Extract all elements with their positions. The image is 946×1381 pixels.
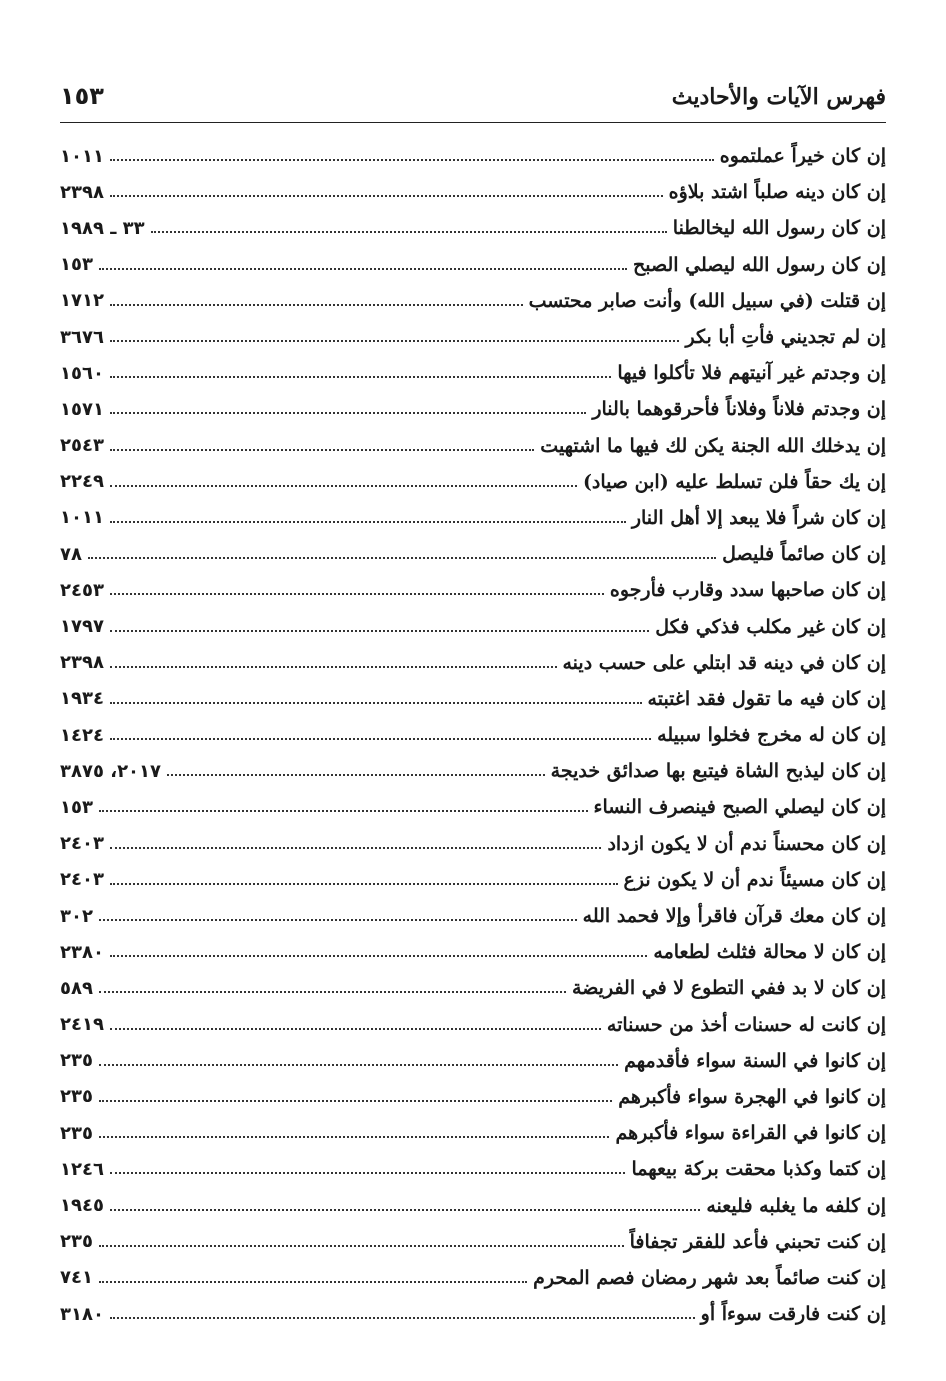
dot-leader — [99, 1245, 624, 1247]
index-entry — [60, 1187, 886, 1223]
dot-leader — [151, 231, 667, 233]
dot-leader — [110, 376, 611, 378]
entry-reference-number: ٣١٨٠ — [60, 1303, 104, 1325]
dot-leader — [110, 702, 642, 704]
index-entry — [60, 753, 886, 789]
entry-text: إن كانوا في القراءة سواء فأكبرهم — [615, 1122, 886, 1145]
entry-text: إن وجدتم فلاناً وفلاناً فأحرقوهما بالنار — [592, 398, 886, 421]
index-entry — [60, 934, 886, 970]
dot-leader — [110, 1172, 625, 1174]
index-entry — [60, 1079, 886, 1115]
entry-text: إن كان مسيئاً ندم أن لا يكون نزع — [623, 868, 886, 891]
dot-leader — [110, 485, 577, 487]
dot-leader — [110, 1317, 695, 1319]
entry-text: إن كان ليذبح الشاة فيتبع بها صدائق خديجة — [550, 760, 886, 783]
entry-text: إن كانوا في الهجرة سواء فأكبرهم — [618, 1085, 886, 1108]
entry-reference-number: ٢٤٥٣ — [60, 579, 104, 601]
entry-text: إن كان رسول الله ليصلي الصبح — [632, 253, 886, 276]
entry-text: إن كان شراً فلا يبعد إلا أهل النار — [631, 506, 886, 529]
entry-reference-number: ٣٦٧٦ — [60, 326, 104, 348]
entry-reference-number: ١٥٣ — [60, 796, 93, 818]
entry-text: إن كان معك قرآن فاقرأ وإلا فحمد الله — [582, 905, 886, 928]
index-entry — [60, 826, 886, 862]
dot-leader — [110, 449, 534, 451]
entry-reference-number: ١٩٣٤ — [60, 688, 104, 710]
entry-reference-number: ٧٤١ — [60, 1267, 93, 1289]
index-entry — [60, 1151, 886, 1187]
dot-leader — [110, 159, 714, 161]
entry-text: إن كان خيراً عملتموه — [719, 145, 886, 168]
entry-reference-number: ٢٠١٧، ٣٨٧٥ — [60, 760, 162, 782]
index-entry — [60, 247, 886, 283]
index-entry — [60, 1115, 886, 1151]
index-entry — [60, 464, 886, 500]
dot-leader — [99, 1064, 618, 1066]
entry-text: إن كان لا بد ففي التطوع لا في الفريضة — [572, 977, 886, 1000]
index-entry — [60, 789, 886, 825]
entry-reference-number: ٢٣٩٨ — [60, 652, 104, 674]
dot-leader — [88, 557, 716, 559]
index-entry — [60, 283, 886, 319]
entry-reference-number: ٢٤٠٣ — [60, 833, 104, 855]
page-header — [60, 70, 886, 110]
dot-leader — [99, 1100, 612, 1102]
entry-reference-number: ٢٣٩٨ — [60, 181, 104, 203]
index-entry — [60, 1260, 886, 1296]
index-entry — [60, 536, 886, 572]
entry-text: إن لم تجديني فأتِ أبا بكر — [685, 326, 886, 349]
entry-text: إن كان صاحبها سدد وقارب فأرجوه — [609, 579, 886, 602]
entry-text: إن كتما وكذبا محقت بركة بيعهما — [631, 1158, 886, 1181]
entry-text: إن يدخلك الله الجنة يكن لك فيها ما اشتهيت — [540, 434, 886, 457]
dot-leader — [110, 630, 649, 632]
entry-text: إن كان صائماً فليصل — [722, 543, 886, 566]
dot-leader — [110, 883, 618, 885]
index-entry — [60, 1007, 886, 1043]
index-entry — [60, 681, 886, 717]
entry-text: إن كنت صائماً بعد شهر رمضان فصم المحرم — [533, 1266, 886, 1289]
entry-text: إن كان ليصلي الصبح فينصرف النساء — [593, 796, 886, 819]
header-divider — [60, 122, 886, 123]
entry-reference-number: ٧٨ — [60, 543, 82, 565]
dot-leader — [99, 991, 566, 993]
index-entry — [60, 645, 886, 681]
entry-text: إن كانت له حسنات أخذ من حسناته — [606, 1013, 886, 1036]
entry-text: إن كان له مخرج فخلوا سبيله — [657, 724, 886, 747]
index-entry — [60, 428, 886, 464]
entry-reference-number: ١٥٧١ — [60, 398, 104, 420]
entry-text: إن كان دينه صلباً اشتد بلاؤه — [668, 181, 886, 204]
page-title: فهرس الآيات والأحاديث — [671, 84, 886, 110]
index-entry — [60, 717, 886, 753]
entry-text: إن كان محسناً ندم أن لا يكون ازداد — [607, 832, 886, 855]
dot-leader — [99, 1281, 527, 1283]
entry-text: إن كنت فارقت سوءاً أو — [700, 1303, 886, 1326]
dot-leader — [99, 919, 577, 921]
entry-reference-number: ١٩٤٥ — [60, 1195, 104, 1217]
index-entry — [60, 608, 886, 644]
entry-reference-number: ١٧١٢ — [60, 290, 104, 312]
entry-reference-number: ٣٠٢ — [60, 905, 93, 927]
entry-reference-number: ٢٣٥ — [60, 1122, 93, 1144]
dot-leader — [110, 195, 663, 197]
index-entry — [60, 1043, 886, 1079]
entry-reference-number: ١٠١١ — [60, 145, 104, 167]
entry-text: إن وجدتم غير آنيتهم فلا تأكلوا فيها — [617, 362, 886, 385]
dot-leader — [110, 304, 523, 306]
entry-reference-number: ١٢٤٦ — [60, 1158, 104, 1180]
entry-reference-number: ٣٣ ـ ١٩٨٩ — [60, 217, 145, 239]
dot-leader — [110, 955, 647, 957]
dot-leader — [99, 810, 588, 812]
entry-reference-number: ٢٥٤٣ — [60, 435, 104, 457]
dot-leader — [167, 774, 545, 776]
dot-leader — [110, 1209, 700, 1211]
entry-reference-number: ٢٤١٩ — [60, 1014, 104, 1036]
entry-reference-number: ٢٤٠٣ — [60, 869, 104, 891]
index-entry — [60, 391, 886, 427]
page-number: ١٥٣ — [60, 82, 104, 110]
entry-text: إن كان فيه ما تقول فقد اغتبته — [647, 687, 886, 710]
index-entry — [60, 500, 886, 536]
entry-reference-number: ٢٣٥ — [60, 1231, 93, 1253]
index-entry — [60, 970, 886, 1006]
index-entry — [60, 355, 886, 391]
index-entry — [60, 138, 886, 174]
entry-text: إن كلفه ما يغلبه فليعنه — [706, 1194, 886, 1217]
entry-text: إن كانوا في السنة سواء فأقدمهم — [624, 1049, 886, 1072]
entry-text: إن كنت تحبني فأعد للفقر تجفافاً — [629, 1230, 886, 1253]
index-entry — [60, 174, 886, 210]
entry-text: إن كان لا محالة فثلث لطعامه — [653, 941, 886, 964]
index-entry — [60, 898, 886, 934]
dot-leader — [110, 412, 586, 414]
dot-leader — [110, 521, 626, 523]
entry-reference-number: ٢٣٨٠ — [60, 941, 104, 963]
entry-text: إن كان رسول الله ليخالطنا — [672, 217, 886, 240]
dot-leader — [110, 593, 604, 595]
entry-reference-number: ١٥٣ — [60, 254, 93, 276]
entry-text: إن كان غير مكلب فذكي فكل — [655, 615, 886, 638]
index-entry — [60, 319, 886, 355]
index-entry — [60, 1296, 886, 1332]
entry-reference-number: ١٥٦٠ — [60, 362, 104, 384]
entry-reference-number: ١٠١١ — [60, 507, 104, 529]
entry-text: إن قتلت (في سبيل الله) وأنت صابر محتسب — [528, 289, 886, 312]
index-entries-list — [60, 138, 886, 1332]
entry-reference-number: ١٧٩٧ — [60, 616, 104, 638]
entry-reference-number: ١٤٢٤ — [60, 724, 104, 746]
entry-reference-number: ٢٣٥ — [60, 1050, 93, 1072]
dot-leader — [110, 666, 557, 668]
index-entry — [60, 210, 886, 246]
dot-leader — [110, 847, 602, 849]
dot-leader — [99, 268, 627, 270]
entry-reference-number: ٢٢٤٩ — [60, 471, 104, 493]
entry-reference-number: ٢٣٥ — [60, 1086, 93, 1108]
index-entry — [60, 572, 886, 608]
entry-text: إن كان في دينه قد ابتلي على حسب دينه — [562, 651, 886, 674]
entry-text: إن يك حقاً فلن تسلط عليه (ابن صياد) — [582, 470, 886, 493]
index-entry — [60, 1224, 886, 1260]
dot-leader — [110, 1028, 601, 1030]
dot-leader — [99, 1136, 610, 1138]
dot-leader — [110, 340, 680, 342]
index-entry — [60, 862, 886, 898]
entry-reference-number: ٥٨٩ — [60, 977, 93, 999]
dot-leader — [110, 738, 651, 740]
